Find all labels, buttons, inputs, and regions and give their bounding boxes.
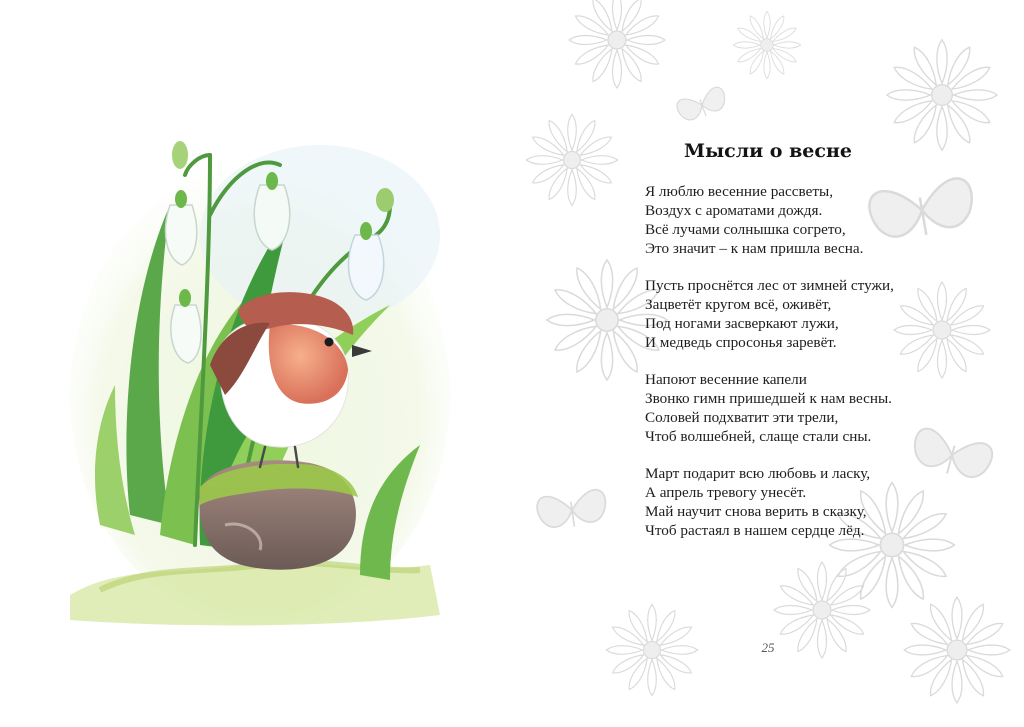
butterfly-icon: [675, 85, 729, 124]
stanza: [645, 464, 1015, 540]
poem-line: Напоют весенние капели: [645, 371, 807, 388]
poem-line: Под ногами засверкают лужи,: [645, 315, 839, 332]
poem-title: Мысли о весне: [684, 140, 852, 162]
poem-line: А апрель тревогу унесёт.: [645, 484, 807, 501]
butterfly-icon: [536, 488, 609, 531]
poem-line: Март подарит всю любовь и ласку,: [645, 465, 871, 482]
poem-line: Май научит снова верить в сказку,: [645, 503, 867, 520]
poem-line: Я люблю весенние рассветы,: [645, 183, 833, 200]
poem-line: Чтоб растаял в нашем сердце лёд.: [645, 522, 865, 539]
poem-line: Пусть проснётся лес от зимней стужи,: [645, 277, 894, 294]
poem-line: И медведь спросонья заревёт.: [645, 334, 837, 351]
page-number: 25: [761, 640, 775, 655]
poem-line: Всё лучами солнышка согрето,: [645, 221, 846, 238]
stanza: [645, 370, 1015, 446]
poem-line: Чтоб волшебней, слаще стали сны.: [645, 428, 872, 445]
poem-line: Звонко гимн пришедшей к нам весны.: [645, 390, 892, 407]
stanza: [645, 182, 1015, 258]
poem-line: Соловей подхватит эти трели,: [645, 409, 839, 426]
daisy-icon: [569, 0, 665, 88]
right-page: [512, 0, 1024, 727]
poem-line: Зацветёт кругом всё, оживёт,: [645, 296, 832, 313]
poem-body: [645, 182, 1015, 558]
poem-line: Воздух с ароматами дождя.: [645, 202, 823, 219]
daisy-icon: [887, 40, 997, 150]
stanza: [645, 276, 1015, 352]
poem-line: Это значит – к нам пришла весна.: [645, 240, 864, 257]
daisy-icon: [733, 11, 800, 78]
bird-snowdrops-illustration: [60, 95, 450, 635]
